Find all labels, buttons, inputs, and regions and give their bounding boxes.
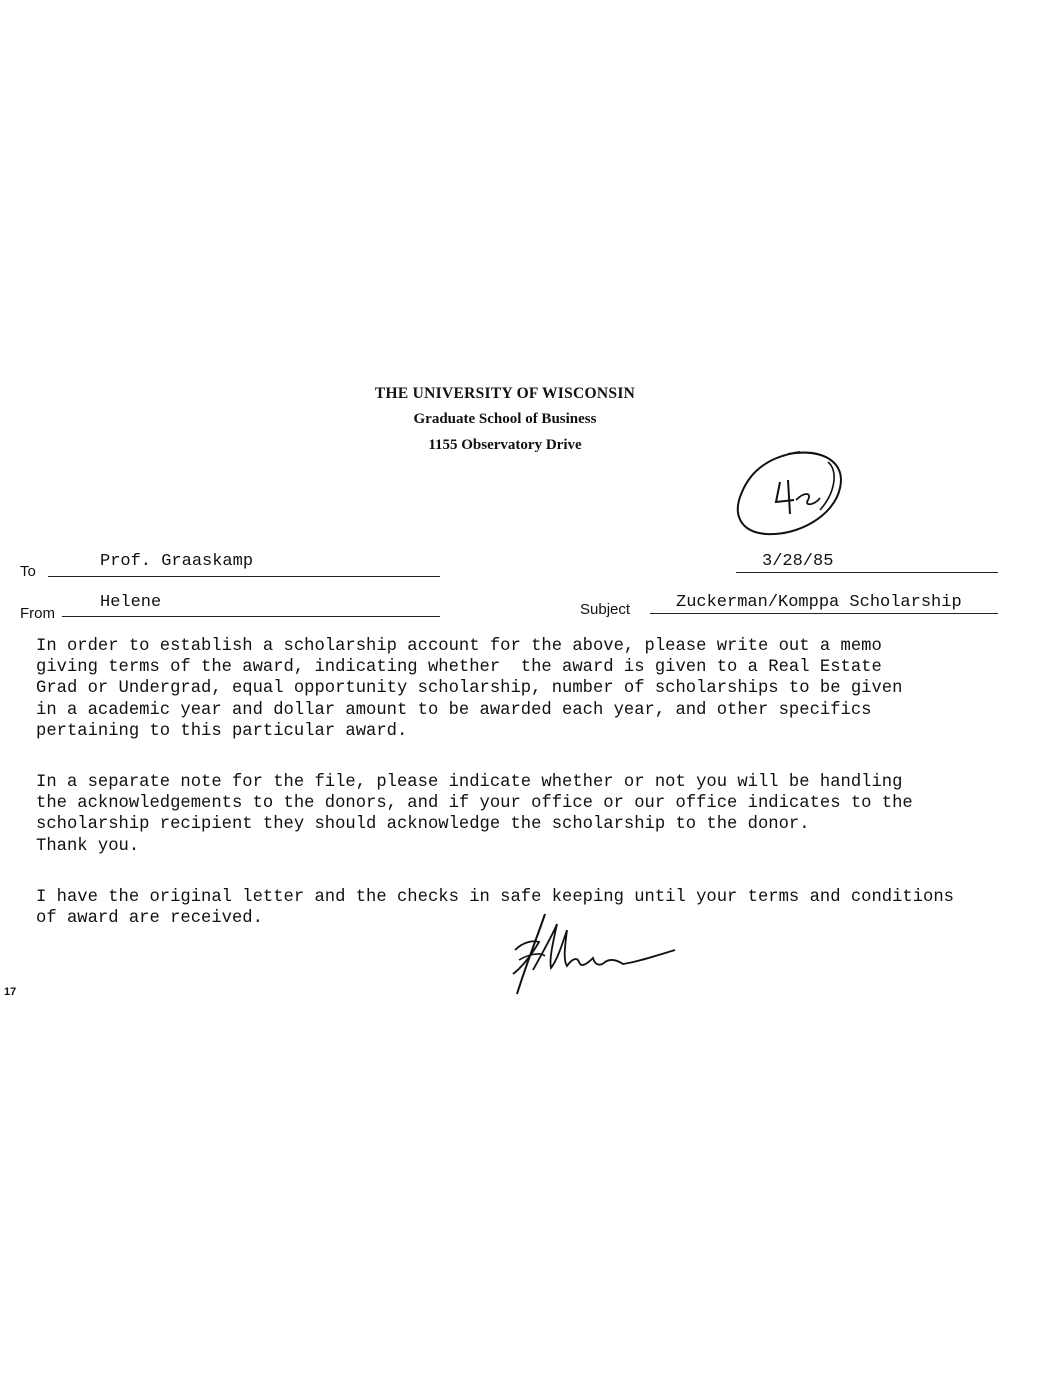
- margin-mark: 17: [4, 986, 17, 998]
- signature-text: Helene: [505, 912, 508, 913]
- from-underline: [62, 616, 440, 617]
- subject-underline: [650, 613, 998, 614]
- circled-number-stamp: [728, 440, 848, 540]
- subject-value: Zuckerman/Komppa Scholarship: [676, 593, 962, 612]
- letterhead-school: Graduate School of Business: [413, 411, 597, 427]
- from-label: From: [20, 605, 55, 622]
- letterhead-address: 1155 Observatory Drive: [428, 437, 582, 453]
- body-paragraph-3: I have the original letter and the checks in safe keeping until your terms and conditions of award are received.: [36, 888, 954, 929]
- letterhead-university: THE UNIVERSITY OF WISCONSIN: [374, 385, 636, 402]
- subject-label: Subject: [580, 601, 631, 618]
- to-label: To: [20, 563, 36, 580]
- from-value: Helene: [100, 593, 162, 612]
- to-underline: [48, 576, 440, 577]
- body-paragraph-2: In a separate note for the file, please indicate whether or not you will be handling the acknowledgements to the donors, and if your office or our office indicates to the scholarship recipient they should acknowledge the scholarship to the donor. Thank you.: [36, 773, 913, 856]
- signature: [505, 912, 680, 997]
- date-underline: [736, 572, 998, 573]
- date-value: 3/28/85: [762, 552, 834, 571]
- stamp-text: 4: [728, 440, 729, 441]
- to-value: Prof. Graaskamp: [100, 552, 254, 571]
- body-paragraph-1: In order to establish a scholarship account for the above, please write out a memo giving terms of the award, indicating whether the award is given to a Real Estate Grad or Undergrad, equal opportunity scholarship, number of scholarships to be given in a academic year and dollar amount to be awarded each year, and other specifics pertaining to this particular award.: [36, 637, 903, 741]
